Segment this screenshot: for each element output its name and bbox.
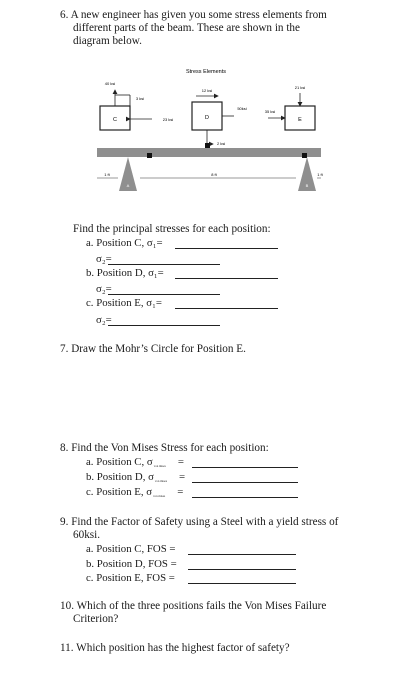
- q6-line-3: diagram below.: [73, 35, 142, 47]
- stress-elements-diagram: [0, 0, 412, 220]
- element-d-top-label: 12 ksi: [201, 88, 213, 93]
- beam-marker-e: [302, 153, 307, 158]
- q9b-label: b. Position D, FOS =: [86, 558, 177, 570]
- q8a-text: a. Position C, σ: [86, 456, 153, 468]
- q9c-blank[interactable]: [188, 583, 296, 584]
- q6b-blank-1[interactable]: [175, 278, 278, 279]
- q6b-blank-2[interactable]: [108, 294, 220, 295]
- q9c-label: c. Position E, FOS =: [86, 572, 175, 584]
- diagram-title: Stress Elements: [185, 69, 227, 75]
- q8b-subscript: von mises: [154, 479, 168, 483]
- q6a-label-2: σ₂=: [96, 253, 112, 265]
- q10-line-2: Criterion?: [73, 613, 119, 625]
- element-c-up-label: 40 ksi: [104, 81, 116, 86]
- q8c-blank[interactable]: [192, 497, 298, 498]
- q6c-label-1: c. Position E, σ₁=: [86, 297, 162, 309]
- element-e-top-label: 21 ksi: [294, 85, 306, 90]
- q8b-equals: =: [179, 471, 186, 483]
- q9-line-1: 9. Find the Factor of Safety using a Steel with a yield stress of: [60, 516, 339, 528]
- principal-stress-prompt: Find the principal stresses for each position:: [73, 223, 271, 235]
- dim-right-label: 1 ft: [317, 172, 323, 177]
- beam-marker-c: [147, 153, 152, 158]
- stress-element-d: [192, 88, 247, 146]
- stress-element-e: [265, 85, 315, 130]
- beam-marker-d: [205, 143, 210, 148]
- q9a-blank[interactable]: [188, 554, 296, 555]
- q8c-label: [86, 487, 183, 498]
- q6a-label-1: a. Position C, σ₁=: [86, 237, 163, 249]
- q8a-subscript: von mises: [153, 464, 166, 468]
- q8a-equals: =: [177, 456, 184, 468]
- q8c-equals: =: [177, 486, 184, 498]
- dim-left-label: 1 ft: [104, 172, 110, 177]
- stress-element-c: [100, 81, 173, 130]
- element-c-label: C: [113, 117, 117, 123]
- element-e-left-label: 35 ksi: [264, 109, 276, 114]
- q6a-blank-2[interactable]: [108, 264, 220, 265]
- q8c-subscript: von mises: [153, 494, 166, 498]
- q8b-blank[interactable]: [192, 482, 298, 483]
- element-c-right-label: 23 ksi: [162, 117, 174, 122]
- q6b-label-1: b. Position D, σ₁=: [86, 267, 164, 279]
- q8a-blank[interactable]: [192, 467, 298, 468]
- q8b-text: b. Position D, σ: [86, 471, 154, 483]
- q6c-blank-1[interactable]: [175, 308, 278, 309]
- q9-line-2: 60ksi.: [73, 529, 101, 541]
- q9b-blank[interactable]: [188, 569, 296, 570]
- element-c-shear-label: 3 ksi: [135, 96, 145, 101]
- element-e-label: E: [298, 117, 302, 123]
- support-a-label: A: [126, 183, 130, 188]
- q6-line-1: 6. A new engineer has given you some stress elements from: [60, 9, 327, 21]
- q6c-blank-2[interactable]: [108, 325, 220, 326]
- beam: [97, 148, 321, 157]
- element-d-label: D: [205, 115, 209, 121]
- q6a-blank-1[interactable]: [175, 248, 278, 249]
- q6b-label-2: σ₂=: [96, 283, 112, 295]
- q11-text: 11. Which position has the highest factor of safety?: [60, 642, 290, 654]
- q6-line-2: different parts of the beam. These are shown in the: [73, 22, 300, 34]
- element-d-bottom-label: 2 ksi: [217, 141, 226, 146]
- q6c-label-2: σ₂=: [96, 314, 112, 326]
- support-b-label: B: [305, 183, 309, 188]
- q8a-label: [86, 457, 184, 468]
- q8b-label: [86, 472, 185, 483]
- q10-line-1: 10. Which of the three positions fails the Von Mises Failure: [60, 600, 327, 612]
- q8-title: 8. Find the Von Mises Stress for each position:: [60, 442, 269, 454]
- q8c-text: c. Position E, σ: [86, 486, 153, 498]
- q9a-label: a. Position C, FOS =: [86, 543, 176, 555]
- element-d-right-label: 50ksi: [237, 106, 247, 111]
- q7-text: 7. Draw the Mohr’s Circle for Position E.: [60, 343, 246, 355]
- dim-mid-label: 8 ft: [211, 172, 217, 177]
